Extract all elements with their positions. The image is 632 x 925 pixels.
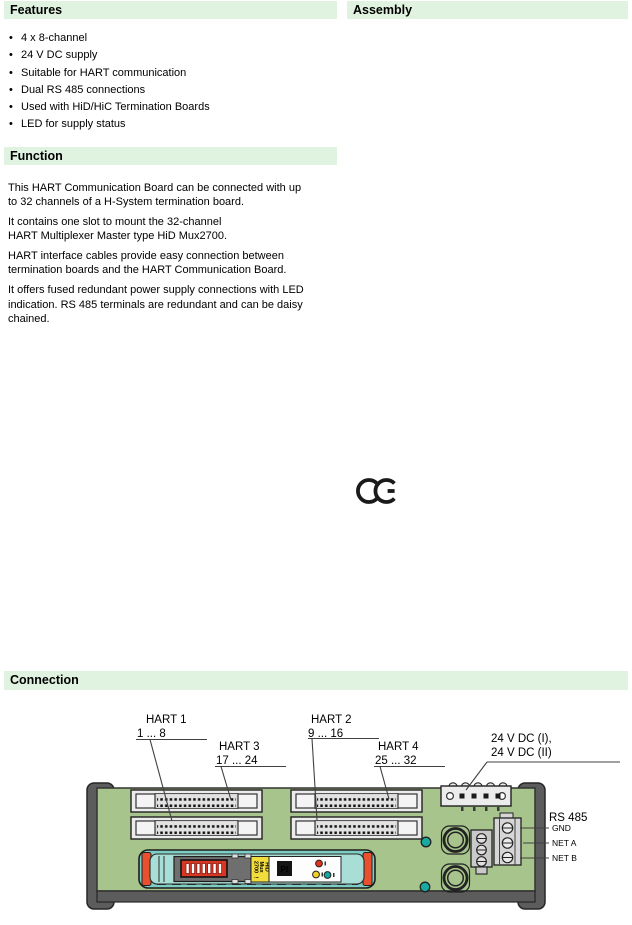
- svg-text:2700: 2700: [252, 860, 259, 874]
- function-paragraph: This HART Communication Board can be connected with up to 32 channels of a H-System termination board.: [8, 182, 302, 209]
- hart2-label: HART 2: [311, 714, 352, 726]
- dip-switch: [181, 860, 227, 877]
- connection-diagram: [0, 700, 632, 925]
- hart4-connector: [291, 790, 422, 812]
- svg-text:Mux: Mux: [258, 861, 264, 873]
- supply-led: [420, 882, 430, 892]
- hart2-channels: 9 ... 16: [308, 728, 344, 740]
- hart4-label: HART 4: [378, 741, 419, 753]
- power-label-line2: 24 V DC (II): [491, 747, 552, 759]
- rs485-label: RS 485: [549, 812, 588, 824]
- rs485-gnd-label: GND: [552, 823, 571, 833]
- function-paragraph: HART interface cables provide easy connection between termination boards and the HART Communication Board.: [8, 250, 287, 277]
- module-type-label: [251, 857, 270, 883]
- feature-item: • 24 V DC supply: [8, 47, 210, 64]
- hart4-channels: 25 ... 32: [375, 755, 417, 767]
- svg-text:!: !: [252, 876, 259, 879]
- hid-mux2700-module: [139, 850, 375, 888]
- svg-text:HiD: HiD: [263, 862, 270, 872]
- power-label-line1: 24 V DC (I),: [491, 733, 552, 745]
- feature-item: • 4 x 8-channel: [8, 30, 210, 47]
- pf-logo: [277, 861, 292, 876]
- hart3-channels: 17 ... 24: [216, 755, 258, 767]
- features-section-header: Features: [4, 1, 337, 19]
- feature-item: • Used with HiD/HiC Termination Boards: [8, 99, 210, 116]
- function-section-header: Function: [4, 147, 337, 165]
- feature-item: • Suitable for HART communication: [8, 65, 210, 82]
- assembly-section-header: Assembly: [347, 1, 628, 19]
- hart1-channels: 1 ... 8: [137, 728, 166, 740]
- features-list: [8, 30, 210, 134]
- hart3-label: HART 3: [219, 741, 260, 753]
- rs485-neta-label: NET A: [552, 838, 577, 848]
- hart2-connector: [291, 817, 422, 839]
- ce-mark-icon: [352, 474, 408, 510]
- supply-led: [421, 837, 431, 847]
- module-led-yellow: [313, 871, 320, 878]
- function-paragraph: It contains one slot to mount the 32-channel HART Multiplexer Master type HiD Mux2700.: [8, 216, 228, 243]
- feature-item: • LED for supply status: [8, 116, 210, 133]
- svg-text:Pf: Pf: [280, 865, 289, 874]
- module-led-green: [324, 872, 331, 879]
- hart1-connector: [131, 817, 262, 839]
- connection-section-header: Connection: [4, 671, 628, 690]
- hart3-connector: [131, 790, 262, 812]
- function-paragraph: It offers fused redundant power supply connections with LED indication. RS 485 terminals are redundant and can be daisy chained.: [8, 284, 304, 325]
- function-body: [8, 181, 342, 332]
- feature-item: • Dual RS 485 connections: [8, 82, 210, 99]
- rs485-netb-label: NET B: [552, 853, 577, 863]
- hart1-label: HART 1: [146, 714, 187, 726]
- module-led-red: [316, 860, 323, 867]
